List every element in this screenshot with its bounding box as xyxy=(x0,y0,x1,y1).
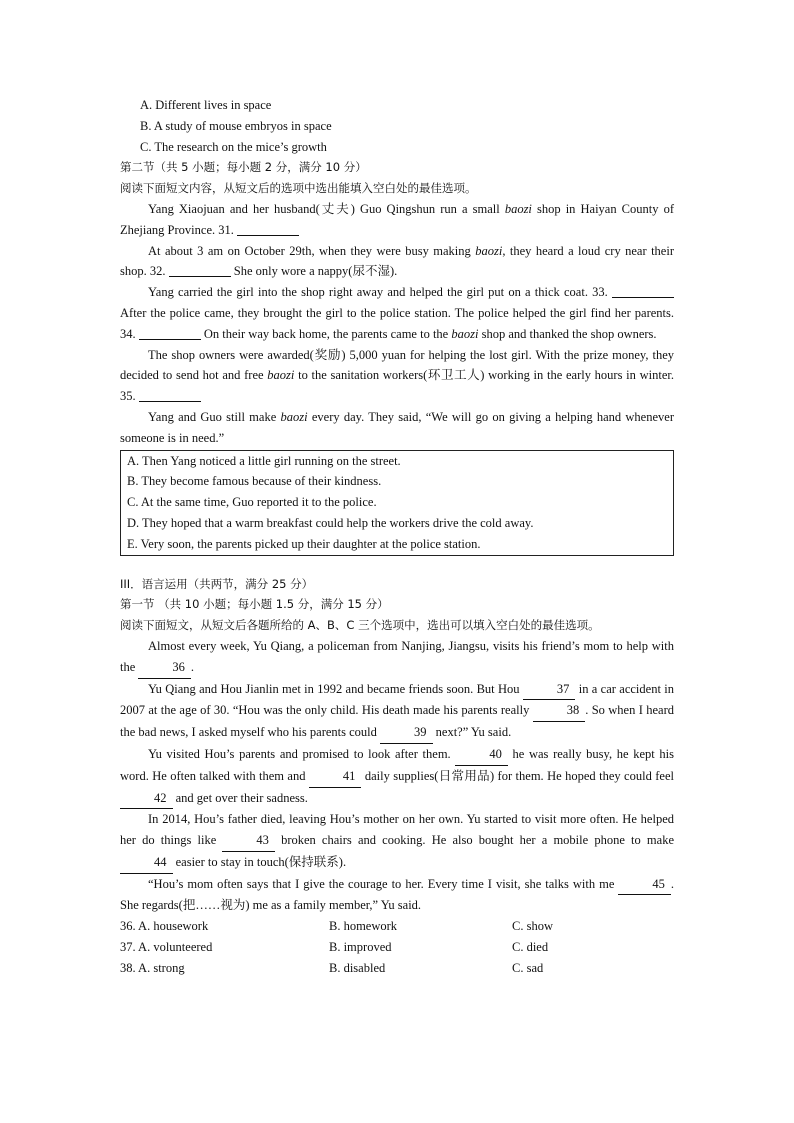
blank-33 xyxy=(612,283,674,298)
blank-42: 42 xyxy=(120,788,173,810)
blank-38: 38 xyxy=(533,700,586,722)
part3-sub-heading: 第一节 （共 10 小题；每小题 1.5 分，满分 15 分） xyxy=(120,597,389,612)
choice-36-b: B. homework xyxy=(329,919,398,934)
section2-heading: 第二节（共 5 小题；每小题 2 分，满分 10 分） xyxy=(120,160,367,175)
choice-row-36 xyxy=(120,916,674,937)
section2-instruction: 阅读下面短文内容，从短文后的选项中选出能填入空白处的最佳选项。 xyxy=(120,181,477,196)
box-option-b: B. They become famous because of their kindness. xyxy=(127,474,382,489)
choice-38-b: B. disabled xyxy=(329,960,386,975)
blank-44: 44 xyxy=(120,852,173,874)
part3-instruction: 阅读下面短文，从短文后各题所给的 A、B、C 三个选项中，选出可以填入空白处的最佳选项。 xyxy=(120,618,600,633)
passage2-paragraph-3: Yu visited Hou’s parents and promised to look after them. 40 he was really busy, he kept his word. He often talked with them and 41 daily supplies(日常用品) for them. He hoped they could feel 42 and get over their sadness. xyxy=(120,744,674,809)
box-option-a: A. Then Yang noticed a little girl running on the street. xyxy=(127,453,401,468)
choice-row-37 xyxy=(120,937,674,958)
blank-35 xyxy=(139,387,201,402)
blank-34 xyxy=(139,325,201,340)
blank-39: 39 xyxy=(380,722,433,744)
passage1-paragraph-3: Yang carried the girl into the shop right away and helped the girl put on a thick coat. 33. After the police came, they brought the girl to the police station. The police helped the girl find her parents. 34. On their way back home, the parents came to the baozi shop and thanked the shop owners. xyxy=(120,285,674,341)
exam-page xyxy=(120,95,674,979)
choice-36-a: 36. A. housework xyxy=(120,919,209,934)
box-option-c: C. At the same time, Guo reported it to the police. xyxy=(127,495,377,510)
passage2-paragraph-4: In 2014, Hou’s father died, leaving Hou’s mother on her own. Yu started to visit more often. He helped her do things like 43 broken chairs and cooking. He also bought her a mobile phone to make 44 easier to stay in touch(保持联系). xyxy=(120,809,674,873)
passage1-paragraph-5: Yang and Guo still make baozi every day. They said, “We will go on giving a helping hand whenever someone is in need.” xyxy=(120,409,674,445)
option-a: A. Different lives in space xyxy=(140,98,272,112)
part3-heading: III．语言运用（共两节，满分 25 分） xyxy=(120,576,314,591)
blank-36: 36 xyxy=(138,657,191,679)
blank-45: 45 xyxy=(618,874,671,896)
choice-row-38 xyxy=(120,958,674,979)
blank-40: 40 xyxy=(455,744,508,766)
choice-38-a: 38. A. strong xyxy=(120,960,185,975)
blank-37: 37 xyxy=(523,679,576,701)
passage1-paragraph-1: Yang Xiaojuan and her husband(丈夫) Guo Qingshun run a small baozi shop in Haiyan County of Zhejiang Province. 31. xyxy=(120,201,674,237)
option-b: B. A study of mouse embryos in space xyxy=(140,118,332,133)
choice-37-c: C. died xyxy=(512,940,549,955)
spacer xyxy=(120,558,674,574)
passage2-paragraph-2: Yu Qiang and Hou Jianlin met in 1992 and became friends soon. But Hou 37 in a car accident in 2007 at the age of 30. “Hou was the only child. His death made his parents really 38 . So when I heard the bad news, I asked myself who his parents could 39 next?” Yu said. xyxy=(120,679,674,744)
blank-32 xyxy=(169,262,231,277)
choice-36-c: C. show xyxy=(512,919,553,934)
passage1-paragraph-4: The shop owners were awarded(奖励) 5,000 yuan for helping the lost girl. With the prize money, they decided to send hot and free baozi to the sanitation workers(环卫工人) working in the early hours in winter. 35. xyxy=(120,347,674,404)
passage2-paragraph-5: “Hou’s mom often says that I give the courage to her. Every time I visit, she talks with me 45 . She regards(把……视为) me as a family member,” Yu said. xyxy=(120,874,674,917)
passage2-paragraph-1: Almost every week, Yu Qiang, a policeman from Nanjing, Jiangsu, visits his friend’s mom to help with the 36 . xyxy=(120,636,674,679)
choice-37-b: B. improved xyxy=(329,940,392,955)
blank-41: 41 xyxy=(309,766,362,788)
choice-37-a: 37. A. volunteered xyxy=(120,940,213,955)
options-box xyxy=(120,450,674,556)
passage1-paragraph-2: At about 3 am on October 29th, when they were busy making baozi, they heard a loud cry near their shop. 32. She only wore a nappy(尿不湿). xyxy=(120,243,674,279)
choice-38-c: C. sad xyxy=(512,960,544,975)
box-option-d: D. They hoped that a warm breakfast could help the workers drive the cold away. xyxy=(127,515,534,530)
option-c: C. The research on the mice’s growth xyxy=(140,139,327,154)
blank-43: 43 xyxy=(222,830,275,852)
blank-31 xyxy=(237,221,299,236)
box-option-e: E. Very soon, the parents picked up their daughter at the police station. xyxy=(127,536,481,551)
